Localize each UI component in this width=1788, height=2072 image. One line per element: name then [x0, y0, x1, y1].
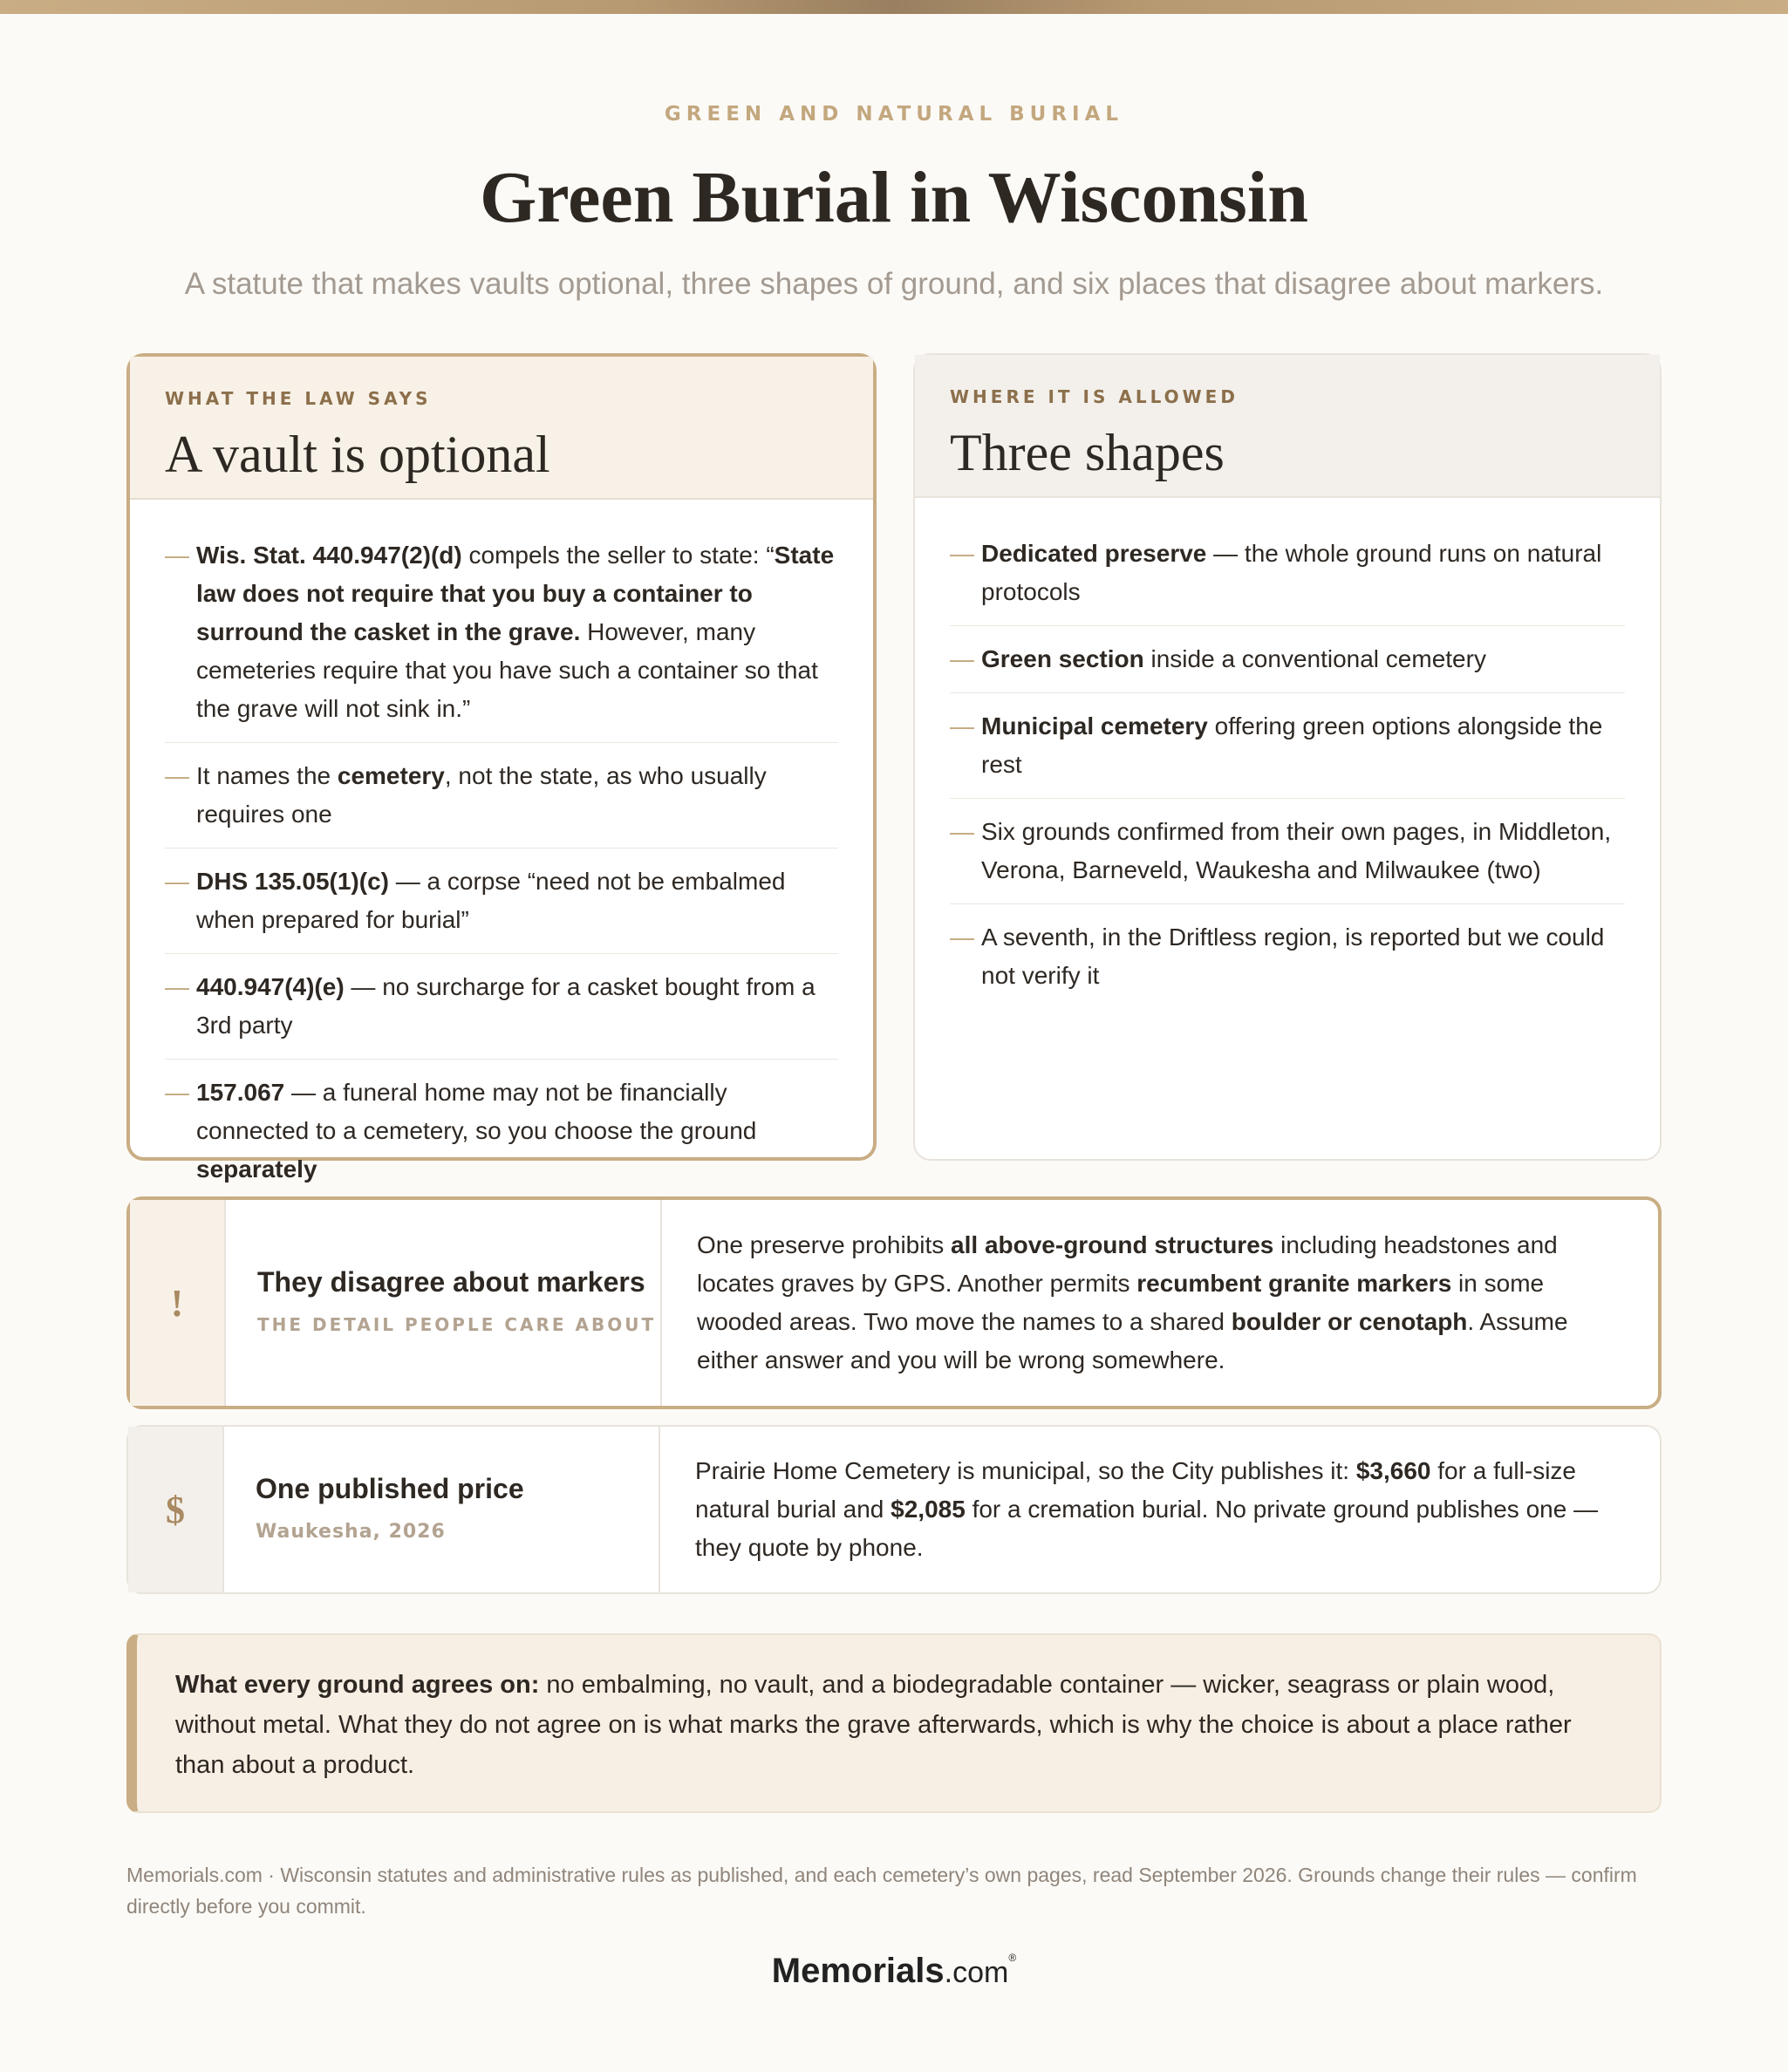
- law-card: [126, 353, 877, 1183]
- logo-name: Memorials: [771, 1952, 945, 1990]
- emphasis-text: all above-ground structures: [951, 1231, 1274, 1258]
- dash-bullet-icon: —: [165, 762, 189, 789]
- agreement-callout: [126, 1633, 1662, 1813]
- list-item: [165, 1060, 838, 1203]
- body-text: inside a conventional cemetery: [1143, 645, 1486, 672]
- body-text: Six grounds confirmed from their own pages, in Middleton, Verona, Barneveld, Waukesha and Milwaukee (two): [981, 818, 1612, 883]
- emphasis-text: separately: [196, 1155, 317, 1183]
- emphasis-text: 440.947(4)(e): [196, 973, 345, 1000]
- top-accent-bar: [0, 0, 1788, 14]
- body-text: Prairie Home Cemetery is municipal, so the City publishes it:: [695, 1457, 1356, 1484]
- list-item: [165, 849, 838, 954]
- dash-bullet-icon: —: [950, 712, 974, 740]
- exclamation-icon: !: [130, 1200, 226, 1406]
- logo-suffix: .com: [944, 1956, 1009, 1989]
- markers-label: [226, 1200, 662, 1406]
- dash-bullet-icon: —: [165, 1079, 189, 1106]
- page-subtitle: A statute that makes vaults optional, three shapes of ground, and six places that disagree about markers.: [184, 267, 1604, 301]
- emphasis-text: 157.067: [196, 1079, 285, 1106]
- price-row: [126, 1425, 1662, 1594]
- page-eyebrow: GREEN AND NATURAL BURIAL: [664, 103, 1124, 126]
- dash-bullet-icon: —: [165, 868, 189, 895]
- price-label: [224, 1427, 660, 1592]
- where-list: [915, 498, 1660, 1009]
- body-text: compels the seller to state: “: [461, 542, 775, 569]
- where-card: [913, 353, 1662, 1161]
- emphasis-text: boulder or cenotaph: [1231, 1308, 1468, 1335]
- list-item: [165, 522, 838, 743]
- body-text: — no surcharge for a casket bought from a 3rd party: [196, 973, 816, 1039]
- emphasis-text: $3,660: [1355, 1457, 1431, 1484]
- law-list: [130, 500, 873, 1203]
- body-text: One preserve prohibits: [697, 1231, 952, 1258]
- logo-registered-mark: ®: [1008, 1952, 1017, 1964]
- body-text: It names the: [196, 762, 338, 789]
- law-card-title: A vault is optional: [165, 426, 550, 483]
- list-item: [950, 521, 1625, 626]
- rich-text: [695, 1452, 1625, 1567]
- where-card-title: Three shapes: [950, 424, 1225, 481]
- where-card-eyebrow: WHERE IT IS ALLOWED: [950, 386, 1239, 407]
- list-item: [165, 743, 838, 849]
- body-text: offering green options alongside the rest: [981, 712, 1603, 778]
- body-text: , not the state, as who usually requires one: [196, 762, 767, 828]
- markers-body: [662, 1200, 1658, 1406]
- body-text: for a full-size natural burial and: [695, 1457, 1576, 1523]
- page-title: Green Burial in Wisconsin: [480, 157, 1308, 238]
- dash-bullet-icon: —: [165, 542, 189, 569]
- body-text: A seventh, in the Driftless region, is reported but we could not verify it: [981, 924, 1605, 989]
- body-text: including headstones and locates graves by GPS. Another permits: [697, 1231, 1558, 1297]
- list-item: [950, 693, 1625, 799]
- law-card-header: [130, 357, 873, 500]
- emphasis-text: $2,085: [891, 1496, 966, 1523]
- emphasis-text: Dedicated preserve: [981, 540, 1207, 567]
- body-text: — a corpse “need not be embalmed when prepared for burial”: [196, 868, 786, 933]
- dollar-icon: $: [128, 1427, 224, 1592]
- emphasis-text: Wis. Stat. 440.947(2)(d): [196, 542, 462, 569]
- body-text: However, many cemeteries require that you have such a container so that the grave will not sink in.”: [196, 618, 818, 722]
- law-card-eyebrow: WHAT THE LAW SAYS: [165, 388, 432, 409]
- body-text: — a funeral home may not be financially connected to a cemetery, so you choose the ground: [196, 1079, 757, 1144]
- rich-text: [175, 1665, 1621, 1785]
- dash-bullet-icon: —: [950, 645, 974, 672]
- dash-bullet-icon: —: [165, 973, 189, 1000]
- body-text: for a cremation burial. No private ground publishes one — they quote by phone.: [695, 1496, 1599, 1561]
- list-item: [950, 904, 1625, 1009]
- list-item: [950, 799, 1625, 904]
- emphasis-text: recumbent granite markers: [1136, 1270, 1452, 1297]
- list-item: [165, 954, 838, 1060]
- price-subtitle: Waukesha, 2026: [256, 1521, 446, 1543]
- dash-bullet-icon: —: [950, 924, 974, 951]
- markers-title: They disagree about markers: [257, 1266, 645, 1298]
- emphasis-text: Municipal cemetery: [981, 712, 1208, 740]
- rich-text: [697, 1226, 1623, 1380]
- emphasis-text: Green section: [981, 645, 1144, 672]
- body-text: — the whole ground runs on natural protocols: [981, 540, 1602, 605]
- price-body: [660, 1427, 1660, 1592]
- emphasis-text: DHS 135.05(1)(c): [196, 868, 389, 895]
- body-text: no embalming, no vault, and a biodegradable container — wicker, seagrass or plain wood, without metal. What they do not agree on is what marks the grave afterwards, which is why the choice is about a place rather than about a product.: [175, 1671, 1572, 1779]
- markers-subtitle: THE DETAIL PEOPLE CARE ABOUT: [257, 1314, 657, 1335]
- price-title: One published price: [256, 1473, 524, 1504]
- markers-row: [126, 1196, 1662, 1409]
- source-footnote: Memorials.com · Wisconsin statutes and administrative rules as published, and each cemetery’s own pages, read September 2026. Grounds change their rules — confirm directly before you commit.: [126, 1864, 1637, 1918]
- dash-bullet-icon: —: [950, 818, 974, 845]
- body-text: . Assume either answer and you will be wrong somewhere.: [697, 1308, 1568, 1373]
- emphasis-text: What every ground agrees on:: [175, 1671, 540, 1699]
- emphasis-text: State law does not require that you buy a container to surround the casket in the grave.: [196, 542, 835, 645]
- body-text: in some wooded areas. Two move the names to a shared: [697, 1270, 1545, 1335]
- memorials-logo[interactable]: [0, 1952, 1788, 1991]
- dash-bullet-icon: —: [950, 540, 974, 567]
- list-item: [950, 626, 1625, 693]
- emphasis-text: cemetery: [337, 762, 445, 789]
- where-card-header: [915, 355, 1660, 498]
